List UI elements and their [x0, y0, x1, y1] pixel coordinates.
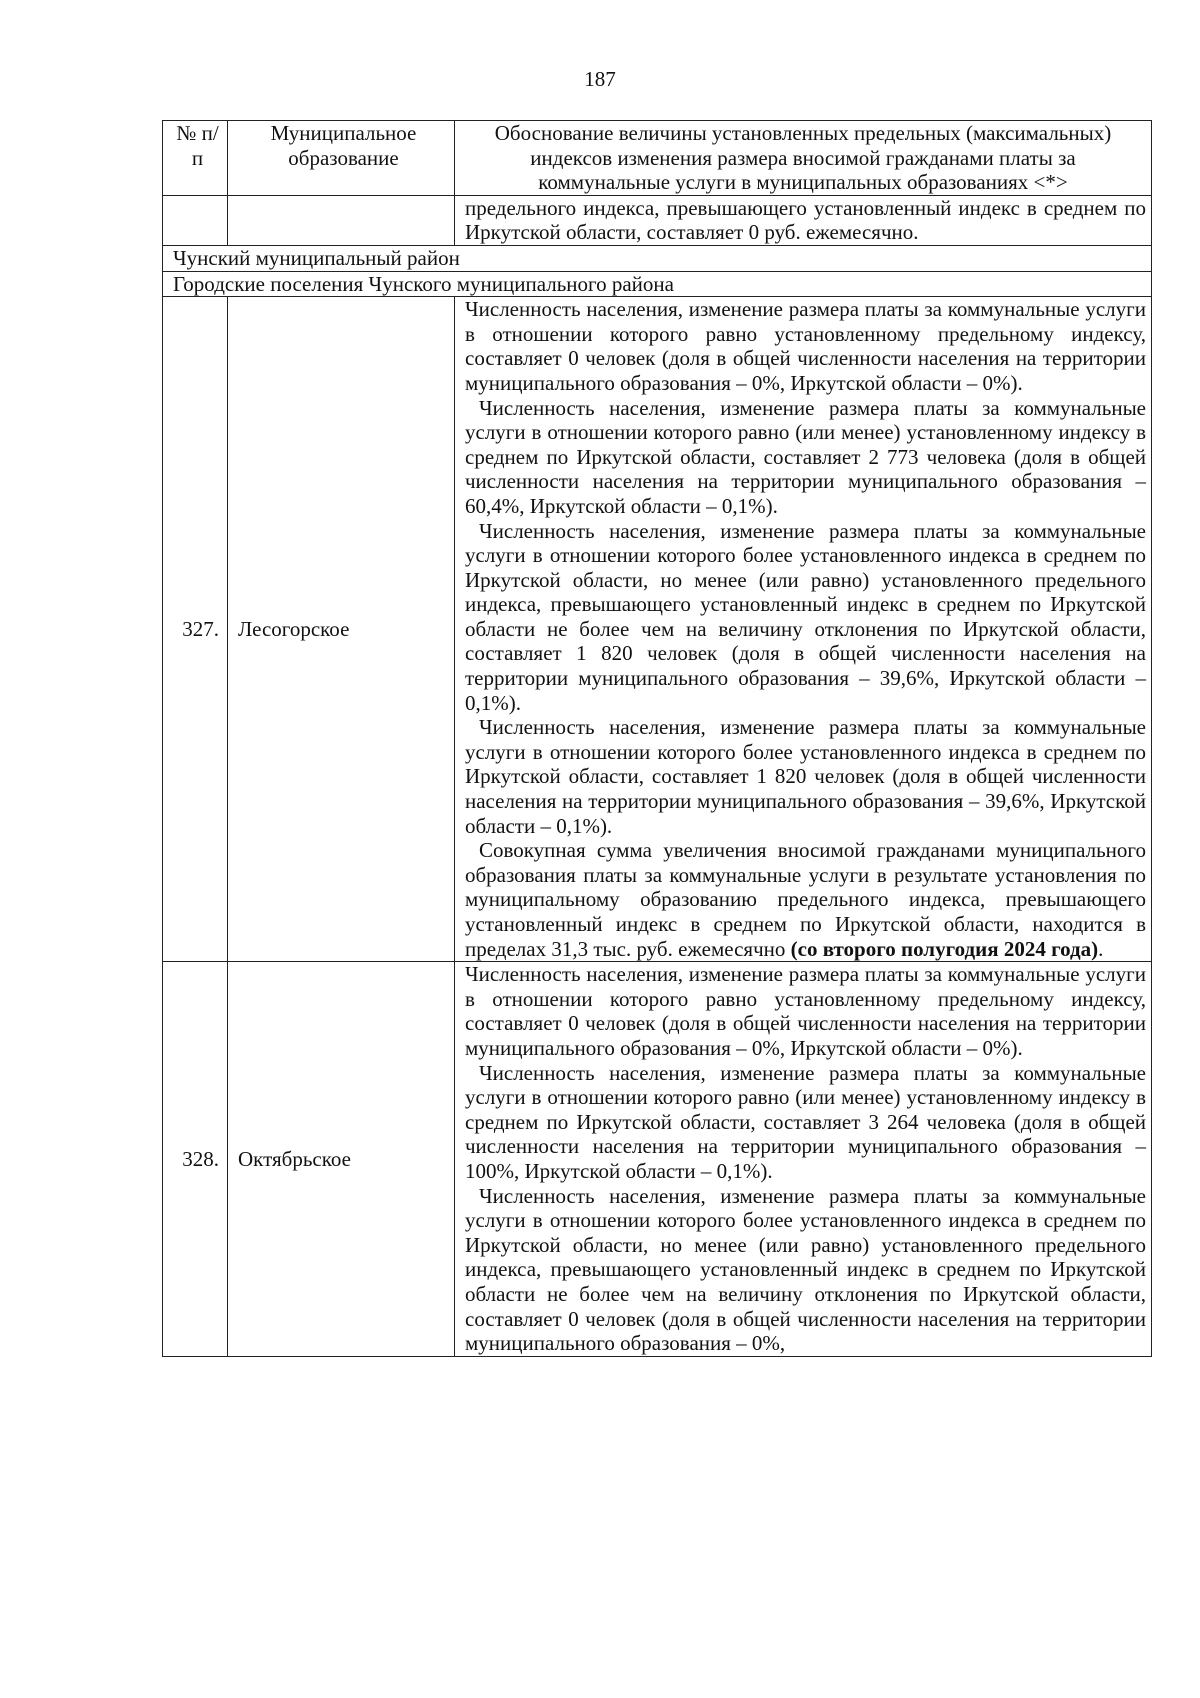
paragraph: Численность населения, изменение размера платы за коммунальные услуги в отношении которого равно (или менее) установленному индексу в среднем по Иркутской области, составляет 2 773 человека (доля в общей численности населения на территории муниципального образования – 60,4%, Иркутской области – 0,1%). [465, 395, 1146, 518]
district-name: Чунский муниципальный район [163, 245, 1152, 271]
total-period-bold: (со второго полугодия 2024 года) [790, 936, 1099, 961]
page-number: 187 [584, 67, 616, 91]
table-row [163, 297, 1152, 962]
row-number: 328. [163, 962, 228, 1357]
row-number: 327. [163, 297, 228, 962]
municipality-name: Октябрьское [228, 962, 455, 1357]
settlements-name: Городские поселения Чунского муниципального района [163, 271, 1152, 297]
justification-cell [455, 297, 1152, 962]
paragraph: Численность населения, изменение размера платы за коммунальные услуги в отношении которого равно (или менее) установленному индексу в среднем по Иркутской области, составляет 3 264 человека (доля в общей численности населения на территории муниципального образования – 100%, Иркутской области – 0,1%). [465, 1060, 1146, 1183]
header-municipality: Муниципальное образование [228, 121, 455, 196]
total-text: Совокупная сумма увеличения вносимой гражданами муниципального образования платы за коммунальные услуги в результате установления по муниципальному образованию предельного индекса, превышающего установленный индекс в среднем по Иркутской области, находится в пределах 31,3 тыс. руб. ежемесячно [465, 838, 1146, 961]
paragraph: Численность населения, изменение размера платы за коммунальные услуги в отношении которого равно установленному предельному индексу, составляет 0 человек (доля в общей численности населения на территории муниципального образования – 0%, Иркутской области – 0%). [465, 962, 1146, 1060]
municipality-name: Лесогорское [228, 297, 455, 962]
indices-table [162, 120, 1152, 1357]
district-row [163, 245, 1152, 271]
paragraph: Численность населения, изменение размера платы за коммунальные услуги в отношении которого более установленного индекса в среднем по Иркутской области, составляет 1 820 человек (доля в общей численности населения на территории муниципального образования – 39,6%, Иркутской области – 0,1%). [465, 715, 1146, 838]
justification-cell [455, 962, 1152, 1357]
header-num: № п/п [163, 121, 228, 196]
paragraph: Численность населения, изменение размера платы за коммунальные услуги в отношении которого более установленного индекса в среднем по Иркутской области, но менее (или равно) установленного предельного индекса, превышающего установленный индекс в среднем по Иркутской области не более чем на величину отклонения по Иркутской области, составляет 1 820 человек (доля в общей численности населения на территории муниципального образования – 39,6%, Иркутской области – 0,1%). [465, 518, 1146, 715]
continuation-text: предельного индекса, превышающего установленный индекс в среднем по Иркутской области, составляет 0 руб. ежемесячно. [465, 195, 1146, 245]
paragraph: Численность населения, изменение размера платы за коммунальные услуги в отношении которого более установленного индекса в среднем по Иркутской области, но менее (или равно) установленного предельного индекса, превышающего установленный индекс в среднем по Иркутской области не более чем на величину отклонения по Иркутской области, составляет 0 человек (доля в общей численности населения на территории муниципального образования – 0%, [465, 1183, 1146, 1356]
table-row [163, 962, 1152, 1357]
header-justification: Обоснование величины установленных предельных (максимальных) индексов изменения размера вносимой гражданами платы за коммунальные услуги в муниципальных образованиях <*> [455, 121, 1152, 196]
settlements-row [163, 271, 1152, 297]
paragraph: Численность населения, изменение размера платы за коммунальные услуги в отношении которого равно установленному предельному индексу, составляет 0 человек (доля в общей численности населения на территории муниципального образования – 0%, Иркутской области – 0%). [465, 297, 1146, 395]
total-end: . [1098, 936, 1104, 961]
table-header-row [163, 121, 1152, 196]
total-paragraph [465, 838, 1146, 961]
continuation-row [163, 195, 1152, 245]
